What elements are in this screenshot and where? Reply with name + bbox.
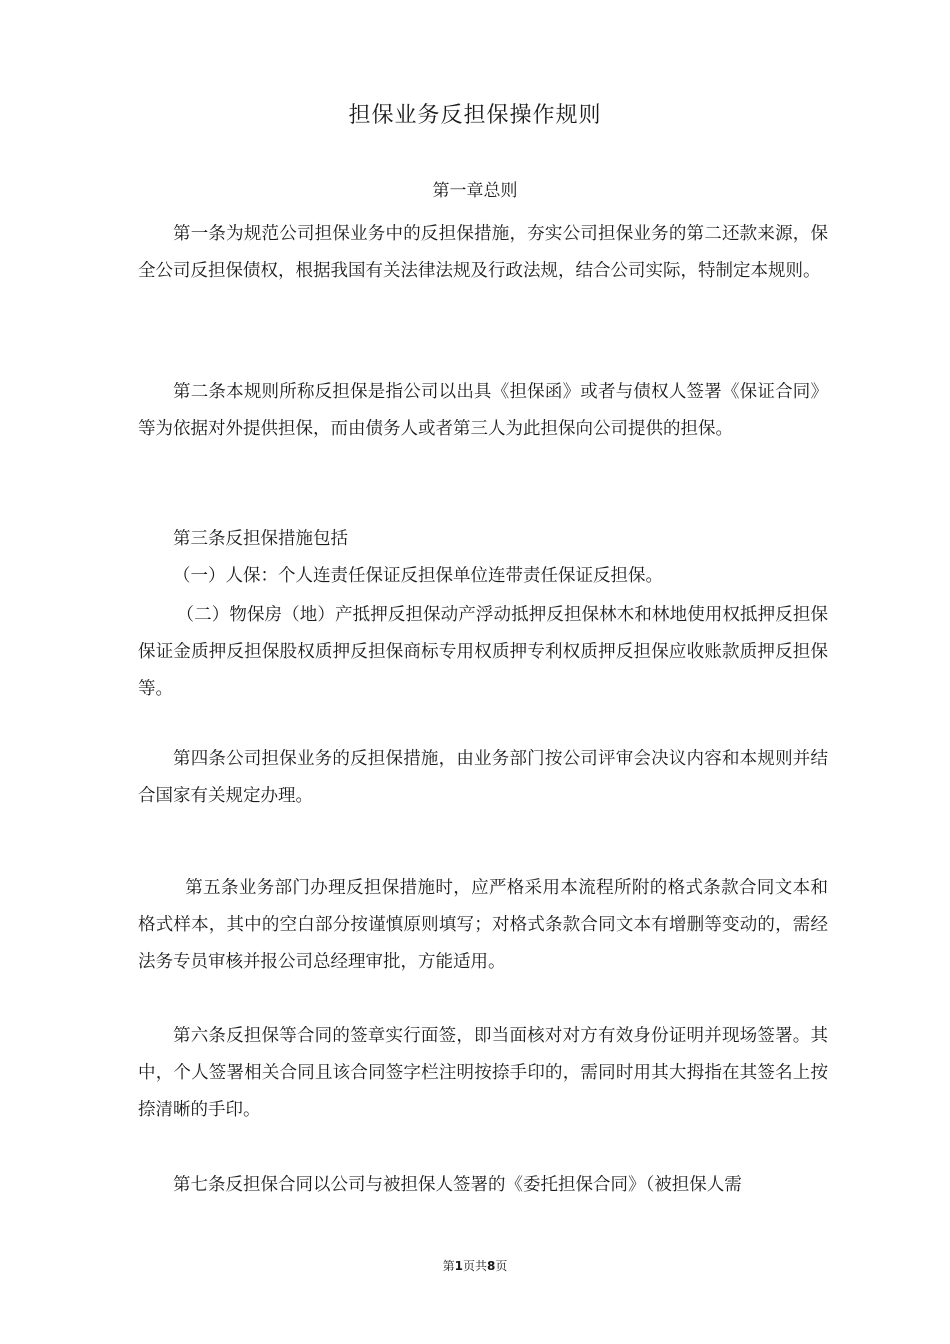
document-title: 担保业务反担保操作规则 [348,103,602,128]
article-2: 第二条本规则所称反担保是指公司以出具《担保函》或者与债权人签署《保证合同》等为依据对外提供担保，而由债务人或者第三人为此担保向公司提供的担保。 [138,382,828,439]
article-3: 第三条反担保措施包括 [173,529,348,549]
article-4: 第四条公司担保业务的反担保措施，由业务部门按公司评审会决议内容和本规则并结合国家有关规定办理。 [138,749,828,806]
footer-prefix: 第 [442,1259,455,1273]
footer-middle: 页共 [462,1259,487,1273]
chapter-heading: 第一章总则 [432,181,518,201]
footer-total-pages: 8 [487,1259,496,1273]
footer-page-number: 1 [454,1259,463,1273]
article-3-item-1: （一）人保：个人连责任保证反担保单位连带责任保证反担保。 [173,566,663,586]
article-5: 第五条业务部门办理反担保措施时，应严格采用本流程所附的格式条款合同文本和格式样本，其中的空白部分按谨慎原则填写；对格式条款合同文本有增删等变动的，需经法务专员审核并报公司总经理审批，方能适用。 [138,878,828,972]
article-1: 第一条为规范公司担保业务中的反担保措施，夯实公司担保业务的第二还款来源，保全公司反担保债权，根据我国有关法律法规及行政法规，结合公司实际，特制定本规则。 [138,224,828,281]
article-3-item-2: （二）物保房（地）产抵押反担保动产浮动抵押反担保林木和林地使用权抵押反担保保证金质押反担保股权质押反担保商标专用权质押专利权质押反担保应收账款质押反担保等。 [138,605,828,699]
footer-suffix: 页 [495,1259,508,1273]
article-6: 第六条反担保等合同的签章实行面签，即当面核对对方有效身份证明并现场签署。其中，个人签署相关合同且该合同签字栏注明按捺手印的，需同时用其大拇指在其签名上按捺清晰的手印。 [138,1026,828,1120]
article-7: 第七条反担保合同以公司与被担保人签署的《委托担保合同》（被担保人需 [173,1175,742,1195]
page-footer [0,1257,950,1274]
